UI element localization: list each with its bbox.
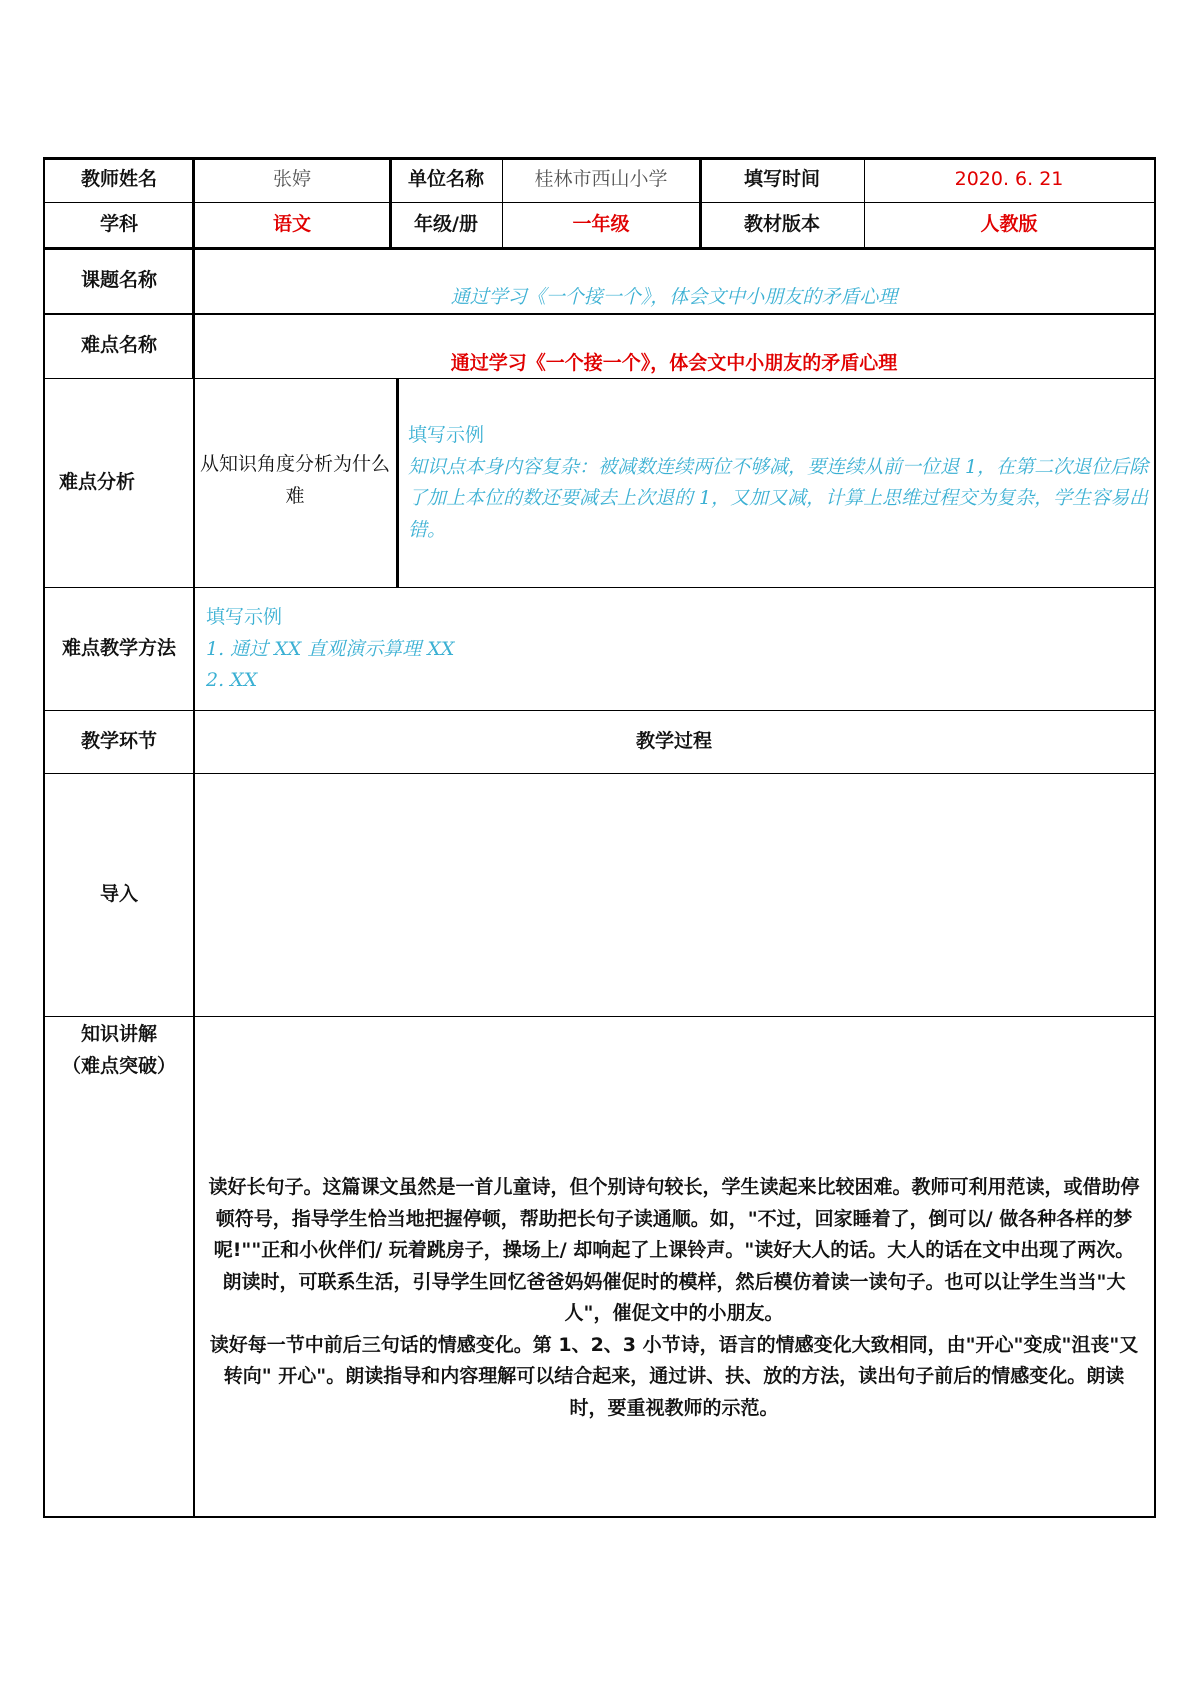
row-divider [43, 247, 1155, 250]
row-divider [43, 773, 1155, 774]
fill-date-label: 填写时间 [743, 168, 820, 191]
method-example-title: 填写示例 [206, 606, 283, 628]
column-divider [502, 157, 503, 248]
explain-label-line1: 知识讲解 [80, 1023, 157, 1045]
table-border-left [43, 157, 45, 1518]
edition-value: 人教版 [980, 213, 1038, 236]
row-divider [43, 313, 1155, 315]
difficulty-value: 通过学习《一个接一个》，体会文中小朋友的矛盾心理 [450, 352, 898, 375]
explain-label [44, 1018, 194, 1082]
unit-name-value: 桂林市西山小学 [534, 168, 668, 191]
topic-value: 通过学习《一个接一个》，体会文中小朋友的矛盾心理 [450, 286, 898, 309]
difficulty-label: 难点名称 [80, 334, 157, 357]
analysis-example [408, 420, 1153, 550]
row-divider [43, 378, 1155, 379]
method-content [206, 602, 1106, 702]
teaching-process-label: 教学过程 [635, 730, 712, 753]
column-divider [193, 378, 195, 1518]
teacher-name-label: 教师姓名 [80, 168, 157, 191]
analysis-example-text: 知识点本身内容复杂：被减数连续两位不够减，要连续从前一位退 1，在第二次退位后除了加上本位的数还要减去上次退的 1，又加又减，计算上思维过程交为复杂，学生容易出错。 [408, 455, 1149, 541]
grade-value: 一年级 [572, 213, 630, 236]
teaching-stage-label: 教学环节 [80, 730, 157, 753]
table-border-bottom [43, 1516, 1155, 1518]
unit-name-label: 单位名称 [407, 168, 484, 191]
topic-label: 课题名称 [80, 269, 157, 292]
explain-content [206, 1172, 1142, 1422]
subject-label: 学科 [99, 213, 138, 236]
column-divider [389, 157, 392, 248]
row-divider [43, 1016, 1155, 1017]
explain-label-line2: （难点突破） [61, 1055, 176, 1077]
analysis-example-title: 填写示例 [408, 424, 485, 446]
table-border-top [43, 157, 1155, 160]
method-item: 2. XX [206, 669, 258, 691]
intro-label: 导入 [99, 883, 138, 906]
row-divider [43, 587, 1155, 588]
fill-date-value: 2020. 6. 21 [954, 168, 1064, 191]
explain-paragraph-1: 读好长句子。这篇课文虽然是一首儿童诗，但个别诗句较长，学生读起来比较困难。教师可利用范读，或借助停顿符号，指导学生恰当地把握停顿，帮助把长句子读通顺。如，"不过，回家睡着了，倒可以/ 做各种各样的梦呢!""正和小伙伴们/ 玩着跳房子，操场上/ 却响起了上课铃声。"读好大人的话。大人的话在文中出现了两次。朗读时，可联系生活，引导学生回忆爸爸妈妈催促时的模样，然后模仿着读一读句子。也可以让学生当当"大人"，催促文中的小朋友。 [208, 1176, 1140, 1324]
analysis-label: 难点分析 [58, 471, 135, 494]
column-divider [864, 157, 865, 248]
column-divider [396, 378, 399, 587]
grade-label: 年级/册 [414, 213, 478, 236]
intro-content [194, 774, 1154, 1016]
column-divider [699, 157, 702, 248]
explain-paragraph-2: 读好每一节中前后三句话的情感变化。第 1、2、3 小节诗，语言的情感变化大致相同，由"开心"变成"沮丧"又转向" 开心"。朗读指导和内容理解可以结合起来，通过讲、扶、放的方法，读出句子前后的情感变化。朗读时，要重视教师的示范。 [209, 1333, 1139, 1419]
subject-value: 语文 [272, 213, 311, 236]
analysis-sub-label: 从知识角度分析为什么难 [200, 453, 391, 507]
edition-label: 教材版本 [743, 213, 820, 236]
method-item: 1. 通过 XX 直观演示算理 XX [206, 637, 455, 660]
teacher-name-value: 张婷 [272, 168, 311, 191]
row-divider [43, 202, 1155, 203]
column-divider [192, 157, 195, 378]
table-border-right [1154, 157, 1156, 1518]
row-divider [43, 710, 1155, 711]
method-label: 难点教学方法 [61, 637, 176, 660]
